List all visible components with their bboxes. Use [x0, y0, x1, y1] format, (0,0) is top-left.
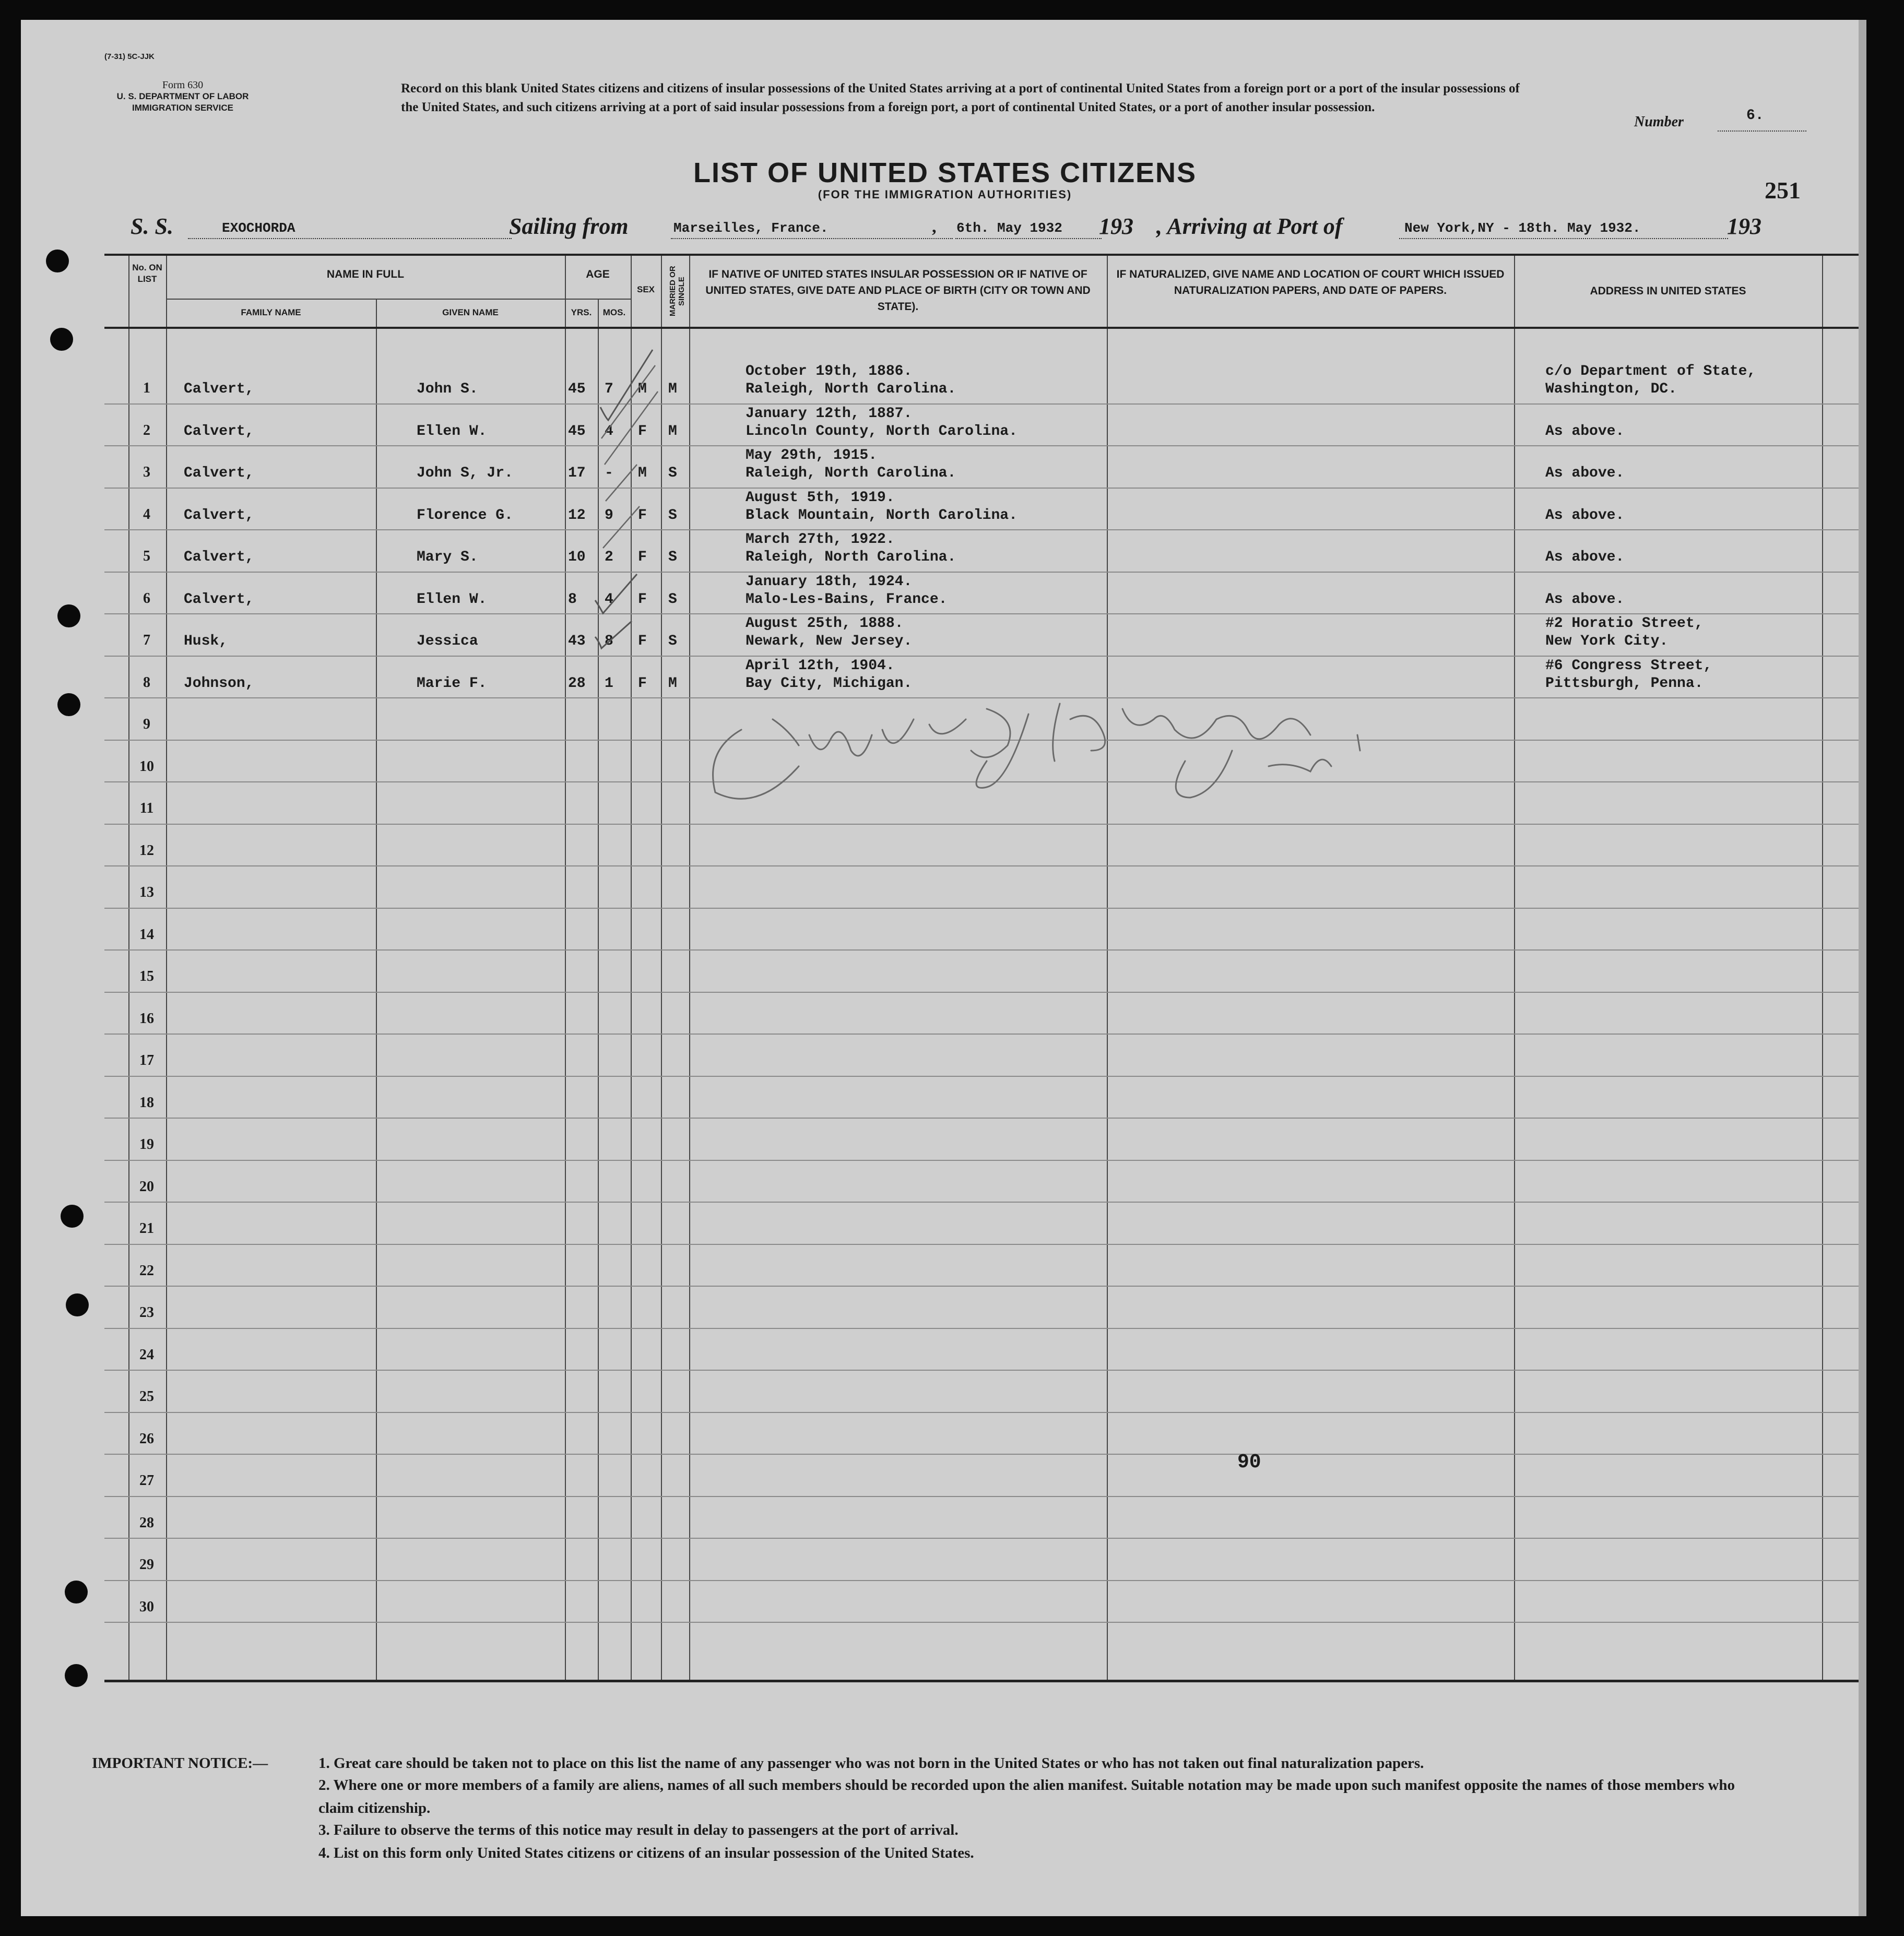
- row-rule: [104, 1202, 1865, 1203]
- age-months-cell: 7: [605, 381, 613, 397]
- address-line-1-cell: As above.: [1545, 465, 1625, 481]
- department-block: [99, 79, 266, 114]
- row-rule: [104, 403, 1865, 405]
- marital-status-cell: S: [668, 507, 677, 524]
- sex-cell: M: [638, 381, 647, 397]
- birth-date-cell: January 12th, 1887.: [746, 405, 913, 422]
- birth-date-cell: March 27th, 1922.: [746, 531, 895, 548]
- row-number: 23: [139, 1304, 154, 1321]
- header-married-single: MARRIED OR SINGLE: [668, 266, 686, 317]
- notice-lead: IMPORTANT NOTICE:—: [92, 1755, 268, 1772]
- marital-status-cell: S: [668, 633, 677, 649]
- birth-date-cell: October 19th, 1886.: [746, 363, 913, 379]
- binding-edge: [1859, 20, 1866, 1916]
- age-years-cell: 12: [568, 507, 586, 524]
- birth-place-cell: Newark, New Jersey.: [746, 633, 913, 649]
- row-rule: [104, 1370, 1865, 1371]
- record-instructions: Record on this blank United States citizens and citizens of insular possessions of the United States arriving at a port of continental United States from a foreign port or a port of the insular possessions of the United States, and such citizens arriving at a port of said insular possessions from a foreign port, a port of continental United States, or a port of another insular possession.: [401, 81, 1520, 114]
- row-number: 3: [143, 464, 150, 480]
- row-rule: [104, 1160, 1865, 1161]
- family-name-cell: Calvert,: [184, 591, 254, 608]
- sex-cell: F: [638, 507, 647, 524]
- punch-hole: [65, 1581, 88, 1604]
- family-name-cell: Johnson,: [184, 675, 254, 692]
- header-sex: SEX: [636, 284, 655, 294]
- year-suffix-2: 193: [1727, 213, 1761, 239]
- birth-date-cell: April 12th, 1904.: [746, 657, 895, 674]
- header-mos: MOS.: [602, 307, 626, 317]
- header-birth: IF NATIVE OF UNITED STATES INSULAR POSSESSION OR IF NATIVE OF UNITED STATES, GIVE DATE AND PLACE OF BIRTH (CITY OR TOWN AND STATE).: [705, 268, 1091, 313]
- row-rule: [104, 824, 1865, 825]
- age-months-cell: 1: [605, 675, 613, 692]
- address-line-2-cell: Pittsburgh, Penna.: [1545, 675, 1704, 692]
- age-subheader-rule: [565, 299, 631, 300]
- header-no-on-list: No. ON LIST: [132, 263, 162, 284]
- row-number: 5: [143, 548, 150, 564]
- row-rule: [104, 992, 1865, 993]
- header-yrs: YRS.: [571, 307, 592, 317]
- row-rule: [104, 488, 1865, 489]
- arriving-port-line: [1399, 238, 1728, 239]
- age-years-cell: 10: [568, 549, 586, 565]
- row-number: 4: [143, 506, 150, 522]
- service-name: IMMIGRATION SERVICE: [132, 103, 233, 113]
- header-bottom-rule: [104, 327, 1865, 329]
- pencil-check-marks: [564, 329, 694, 694]
- row-number: 19: [139, 1136, 154, 1153]
- row-number: 6: [143, 590, 150, 607]
- sex-cell: F: [638, 591, 647, 608]
- address-line-2-cell: New York City.: [1545, 633, 1669, 649]
- arriving-port: New York,NY - 18th. May 1932.: [1404, 220, 1641, 236]
- row-rule: [104, 949, 1865, 951]
- age-months-cell: -: [605, 465, 613, 481]
- row-rule: [104, 1286, 1865, 1287]
- sailing-from-line: [671, 238, 953, 239]
- marital-status-cell: M: [668, 423, 677, 440]
- row-number: 7: [143, 632, 150, 648]
- header-name-in-full: NAME IN FULL: [326, 268, 405, 280]
- given-name-cell: Jessica: [417, 633, 478, 649]
- sex-cell: F: [638, 423, 647, 440]
- age-years-cell: 8: [568, 591, 577, 608]
- punch-hole: [61, 1205, 84, 1228]
- header-address: ADDRESS IN UNITED STATES: [1590, 285, 1746, 297]
- sex-cell: F: [638, 633, 647, 649]
- stamp-number: 90: [1237, 1451, 1261, 1474]
- notice-item-4: 4. List on this form only United States citizens or citizens of an insular possession of the United States.: [318, 1845, 974, 1861]
- given-name-cell: Ellen W.: [417, 423, 487, 440]
- marital-status-cell: M: [668, 675, 677, 692]
- name-subheader-rule: [166, 299, 565, 300]
- row-number: 18: [139, 1094, 154, 1111]
- row-number: 15: [139, 968, 154, 984]
- col-rule-naturalized: [1107, 256, 1108, 1680]
- birth-place-cell: Raleigh, North Carolina.: [746, 549, 956, 565]
- sailing-label: Sailing from: [509, 213, 629, 239]
- row-number: 10: [139, 758, 154, 775]
- birth-date-cell: May 29th, 1915.: [746, 447, 878, 464]
- row-rule: [104, 865, 1865, 866]
- year-suffix-1: 193: [1099, 213, 1133, 239]
- row-rule: [104, 1538, 1865, 1539]
- birth-date-cell: August 25th, 1888.: [746, 615, 904, 632]
- header-given-name: GIVEN NAME: [442, 307, 499, 317]
- comma-1: ,: [932, 217, 937, 236]
- marital-status-cell: S: [668, 549, 677, 565]
- row-number: 8: [143, 674, 150, 691]
- notice-item-2: 2. Where one or more members of a family are aliens, names of all such members should be recorded upon the alien manifest. Suitable notation may be made upon such manifest opposite the names of those members who claim citizenship.: [318, 1777, 1735, 1816]
- row-number: 13: [139, 884, 154, 900]
- row-number: 21: [139, 1220, 154, 1237]
- row-number: 26: [139, 1430, 154, 1447]
- inspector-signature: [694, 688, 1404, 813]
- given-name-cell: Ellen W.: [417, 591, 487, 608]
- address-line-1-cell: #2 Horatio Street,: [1545, 615, 1704, 632]
- sailing-date: 6th. May 1932: [956, 220, 1062, 236]
- birth-place-cell: Lincoln County, North Carolina.: [746, 423, 1018, 440]
- row-number: 16: [139, 1010, 154, 1027]
- family-name-cell: Calvert,: [184, 381, 254, 397]
- address-line-1-cell: As above.: [1545, 549, 1625, 565]
- age-years-cell: 43: [568, 633, 586, 649]
- age-months-cell: 9: [605, 507, 613, 524]
- row-rule: [104, 1244, 1865, 1245]
- col-rule-address: [1514, 256, 1515, 1680]
- row-rule: [104, 445, 1865, 446]
- family-name-cell: Calvert,: [184, 423, 254, 440]
- family-name-cell: Calvert,: [184, 465, 254, 481]
- address-line-2-cell: Washington, DC.: [1545, 381, 1677, 397]
- passenger-table: [104, 254, 1865, 1682]
- family-name-cell: Calvert,: [184, 549, 254, 565]
- given-name-cell: John S.: [417, 381, 478, 397]
- family-name-cell: Calvert,: [184, 507, 254, 524]
- row-number: 27: [139, 1472, 154, 1489]
- sex-cell: M: [638, 465, 647, 481]
- col-rule-end: [1822, 256, 1823, 1680]
- birth-place-cell: Malo-Les-Bains, France.: [746, 591, 948, 608]
- family-name-cell: Husk,: [184, 633, 228, 649]
- row-rule: [104, 1076, 1865, 1077]
- row-number: 28: [139, 1514, 154, 1531]
- row-rule: [104, 1580, 1865, 1581]
- punch-hole: [57, 693, 80, 716]
- birth-date-cell: August 5th, 1919.: [746, 489, 895, 506]
- row-number: 24: [139, 1346, 154, 1363]
- sailing-date-line: [955, 238, 1102, 239]
- header-naturalized: IF NATURALIZED, GIVE NAME AND LOCATION OF COURT WHICH ISSUED NATURALIZATION PAPERS, AND DATE OF PAPERS.: [1116, 268, 1505, 296]
- given-name-cell: Marie F.: [417, 675, 487, 692]
- sailing-from: Marseilles, France.: [673, 220, 829, 236]
- page-title: LIST OF UNITED STATES CITIZENS: [693, 157, 1197, 188]
- col-rule-given: [376, 299, 377, 1680]
- marital-status-cell: M: [668, 381, 677, 397]
- ship-name: EXOCHORDA: [222, 220, 295, 236]
- birth-place-cell: Raleigh, North Carolina.: [746, 381, 956, 397]
- age-months-cell: 2: [605, 549, 613, 565]
- ss-label: S. S.: [131, 213, 173, 239]
- given-name-cell: John S, Jr.: [417, 465, 513, 481]
- age-years-cell: 45: [568, 381, 586, 397]
- row-number: 12: [139, 842, 154, 859]
- number-label: Number: [1634, 114, 1684, 130]
- row-rule: [104, 529, 1865, 530]
- sex-cell: F: [638, 549, 647, 565]
- punch-hole: [46, 250, 69, 272]
- birth-date-cell: January 18th, 1924.: [746, 573, 913, 590]
- row-rule: [104, 1622, 1865, 1623]
- age-months-cell: 8: [605, 633, 613, 649]
- punch-hole: [50, 328, 73, 351]
- col-rule-family: [166, 256, 167, 1680]
- birth-place-cell: Raleigh, North Carolina.: [746, 465, 956, 481]
- row-number: 14: [139, 926, 154, 943]
- age-years-cell: 45: [568, 423, 586, 440]
- header-age: AGE: [586, 268, 610, 280]
- given-name-cell: Florence G.: [417, 507, 513, 524]
- ship-name-line: [188, 238, 512, 239]
- birth-place-cell: Black Mountain, North Carolina.: [746, 507, 1018, 524]
- age-years-cell: 17: [568, 465, 586, 481]
- address-line-1-cell: c/o Department of State,: [1545, 363, 1756, 379]
- row-rule: [104, 572, 1865, 573]
- row-rule: [104, 1496, 1865, 1497]
- notice-item-1: 1. Great care should be taken not to place on this list the name of any passenger who was not born in the United States or who has not taken out final naturalization papers.: [318, 1755, 1424, 1772]
- manifest-sheet: [21, 20, 1866, 1916]
- row-number: 29: [139, 1557, 154, 1573]
- marital-status-cell: S: [668, 591, 677, 608]
- punch-hole: [65, 1664, 88, 1687]
- row-rule: [104, 908, 1865, 909]
- form-number: Form 630: [162, 79, 204, 91]
- row-rule: [104, 1328, 1865, 1329]
- age-months-cell: 4: [605, 591, 613, 608]
- row-number: 20: [139, 1178, 154, 1195]
- number-value: 6.: [1746, 108, 1764, 124]
- address-line-1-cell: As above.: [1545, 423, 1625, 440]
- arriving-label: , Arriving at Port of: [1156, 213, 1343, 239]
- sex-cell: F: [638, 675, 647, 692]
- address-line-1-cell: As above.: [1545, 507, 1625, 524]
- age-years-cell: 28: [568, 675, 586, 692]
- row-number: 30: [139, 1598, 154, 1615]
- page-number: 251: [1765, 177, 1801, 204]
- punch-hole: [66, 1293, 89, 1316]
- address-line-1-cell: #6 Congress Street,: [1545, 657, 1712, 674]
- marital-status-cell: S: [668, 465, 677, 481]
- department-name: U. S. DEPARTMENT OF LABOR: [116, 91, 249, 101]
- birth-place-cell: Bay City, Michigan.: [746, 675, 913, 692]
- row-rule: [104, 1412, 1865, 1413]
- row-number: 1: [143, 380, 150, 396]
- row-number: 17: [139, 1052, 154, 1068]
- header-family-name: FAMILY NAME: [241, 307, 301, 317]
- row-number: 2: [143, 422, 150, 438]
- row-rule: [104, 1118, 1865, 1119]
- form-code: (7-31) 5C-JJK: [104, 52, 155, 61]
- row-rule: [104, 1034, 1865, 1035]
- row-number: 11: [139, 800, 154, 816]
- notice-item-3: 3. Failure to observe the terms of this notice may result in delay to passengers at the port of arrival.: [318, 1822, 959, 1838]
- address-line-1-cell: As above.: [1545, 591, 1625, 608]
- page-subtitle: (FOR THE IMMIGRATION AUTHORITIES): [818, 188, 1072, 201]
- row-rule: [104, 1454, 1865, 1455]
- row-number: 9: [143, 716, 150, 732]
- row-number: 22: [139, 1262, 154, 1279]
- punch-hole: [57, 604, 80, 627]
- given-name-cell: Mary S.: [417, 549, 478, 565]
- age-months-cell: 4: [605, 423, 613, 440]
- number-underline: [1718, 130, 1806, 132]
- row-number: 25: [139, 1388, 154, 1405]
